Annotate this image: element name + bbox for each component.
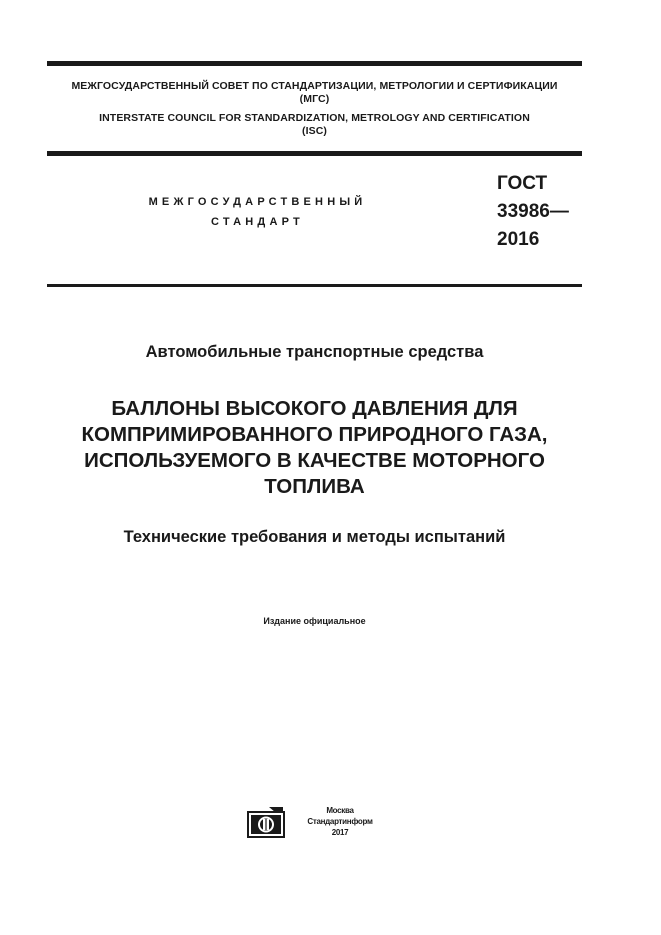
title-line: ТОПЛИВА bbox=[264, 475, 365, 498]
title-line: КОМПРИМИРОВАННОГО ПРИРОДНОГО ГАЗА, bbox=[81, 423, 548, 446]
title-line: БАЛЛОНЫ ВЫСОКОГО ДАВЛЕНИЯ ДЛЯ bbox=[111, 397, 518, 420]
council-name-en bbox=[47, 112, 582, 138]
standard-designation bbox=[497, 170, 569, 254]
publisher-city: Москва bbox=[326, 806, 354, 815]
middle-rule bbox=[47, 151, 582, 156]
top-rule bbox=[47, 61, 582, 66]
title-line: ИСПОЛЬЗУЕМОГО В КАЧЕСТВЕ МОТОРНОГО bbox=[84, 449, 545, 472]
document-subtitle: Технические требования и методы испытаний bbox=[123, 528, 506, 546]
council-en-abbr: (ISC) bbox=[302, 125, 327, 137]
bottom-rule bbox=[47, 284, 582, 287]
council-ru-title: МЕЖГОСУДАРСТВЕННЫЙ СОВЕТ ПО СТАНДАРТИЗАЦИИ, МЕТРОЛОГИИ И СЕРТИФИКАЦИИ bbox=[71, 80, 558, 92]
designation-prefix: ГОСТ bbox=[497, 173, 548, 194]
designation-number: 33986— bbox=[497, 201, 569, 222]
council-name-ru bbox=[47, 80, 582, 106]
edition-note: Издание официальное bbox=[263, 616, 366, 626]
standartinform-logo-icon bbox=[247, 806, 285, 838]
designation-year: 2016 bbox=[497, 229, 540, 250]
standard-type-line1: МЕЖГОСУДАРСТВЕННЫЙ bbox=[148, 196, 367, 208]
publisher-year: 2017 bbox=[331, 828, 349, 837]
document-title bbox=[47, 396, 582, 500]
council-en-title: INTERSTATE COUNCIL FOR STANDARDIZATION, METROLOGY AND CERTIFICATION bbox=[99, 112, 530, 124]
publisher-block bbox=[295, 805, 385, 838]
document-category: Автомобильные транспортные средства bbox=[145, 343, 484, 361]
standard-type bbox=[115, 192, 400, 232]
standard-type-line2: СТАНДАРТ bbox=[211, 216, 304, 228]
publisher-name: Стандартинформ bbox=[307, 817, 373, 826]
council-ru-abbr: (МГС) bbox=[299, 93, 330, 105]
